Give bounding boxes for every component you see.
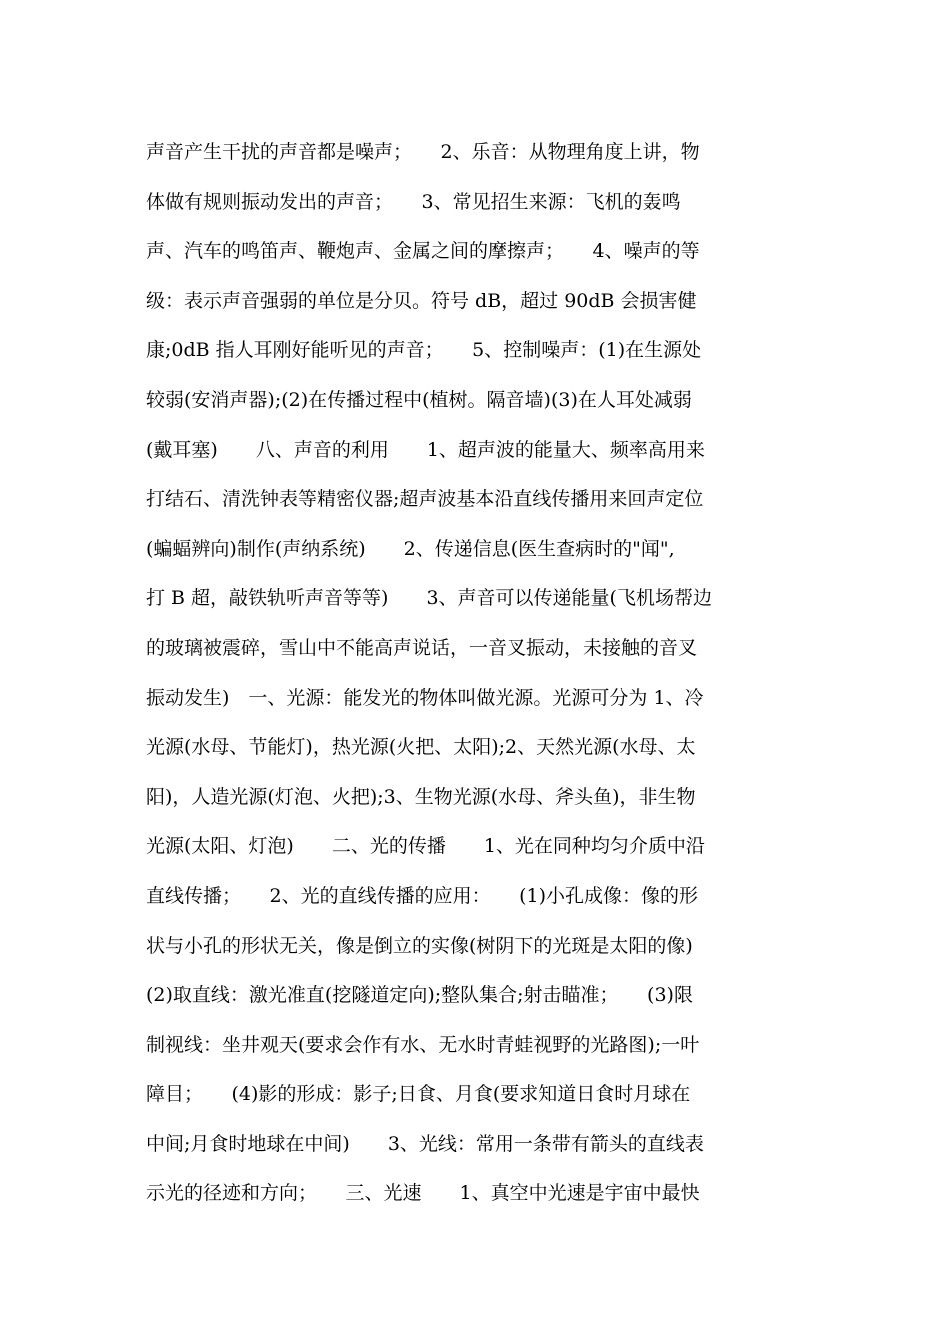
text-line: 中间;月食时地球在中间) 3、光线：常用一条带有箭头的直线表 [146,1132,704,1155]
text-line: (蝙蝠辨向)制作(声纳系统) 2、传递信息(医生查病时的"闻", [146,537,675,560]
body-text [146,128,816,1219]
text-line: 较弱(安消声器);(2)在传播过程中(植树。隔音墙)(3)在人耳处减弱 [146,388,692,411]
text-line: 状与小孔的形状无关，像是倒立的实像(树阴下的光斑是太阳的像) [146,934,693,957]
text-line: 振动发生) 一、光源：能发光的物体叫做光源。光源可分为 1、冷 [146,686,704,709]
text-line: 声、汽车的鸣笛声、鞭炮声、金属之间的摩擦声； 4、噪声的等 [146,240,700,263]
text-line: (戴耳塞) 八、声音的利用 1、超声波的能量大、频率高用来 [146,438,705,461]
text-line: 光源(太阳、灯泡) 二、光的传播 1、光在同种均匀介质中沿 [146,835,705,858]
text-line: 示光的径迹和方向； 三、光速 1、真空中光速是宇宙中最快 [146,1182,700,1205]
text-line: 直线传播； 2、光的直线传播的应用： (1)小孔成像：像的形 [146,884,699,907]
text-line: 级：表示声音强弱的单位是分贝。符号 dB，超过 90dB 会损害健 [146,289,697,312]
text-line: 障目； (4)影的形成：影子;日食、月食(要求知道日食时月球在 [146,1083,691,1106]
text-line: 打结石、清洗钟表等精密仪器;超声波基本沿直线传播用来回声定位 [146,488,704,511]
text-line: 的玻璃被震碎，雪山中不能高声说话，一音叉振动，未接触的音叉 [146,636,698,659]
text-line: 打 B 超，敲铁轨听声音等等) 3、声音可以传递能量(飞机场帮边 [146,587,712,610]
text-line: 康;0dB 指人耳刚好能听见的声音； 5、控制噪声：(1)在生源处 [146,339,702,362]
text-line: 声音产生干扰的声音都是噪声； 2、乐音：从物理角度上讲，物 [146,141,700,163]
text-line: 光源(水母、节能灯)，热光源(火把、太阳);2、天然光源(水母、太 [146,736,696,759]
text-line: 制视线：坐井观天(要求会作有水、无水时青蛙视野的光路图);一叶 [146,1033,700,1056]
text-line: 体做有规则振动发出的声音； 3、常见招生来源：飞机的轰鸣 [146,190,681,213]
text-line: 阳)，人造光源(灯泡、火把);3、生物光源(水母、斧头鱼)，非生物 [146,785,696,808]
text-line: (2)取直线：激光准直(挖隧道定向);整队集合;射击瞄准； (3)限 [146,984,693,1007]
